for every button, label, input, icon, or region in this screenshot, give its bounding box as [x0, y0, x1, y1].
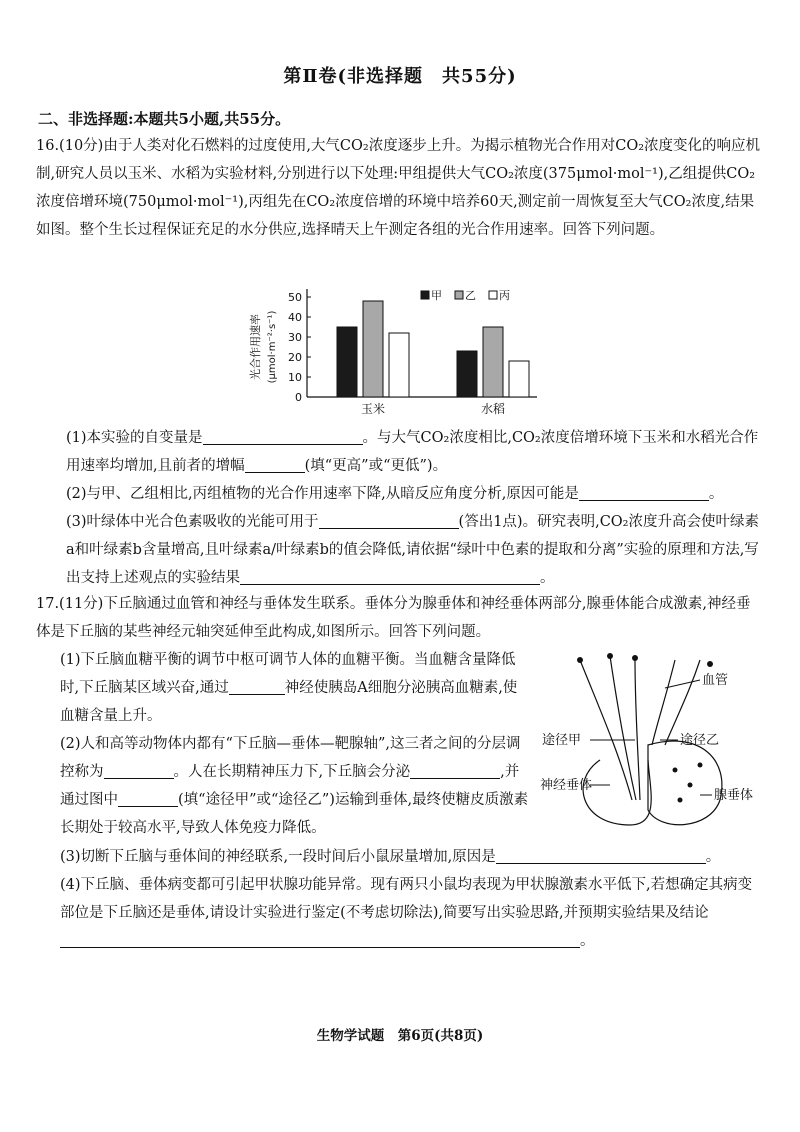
- photosynthesis-bar-chart: [245, 285, 545, 425]
- q16-1-text-a: (1)本实验的自变量是: [66, 430, 203, 446]
- page-footer: 生物学试题 第6页(共8页): [316, 1028, 484, 1044]
- legend-swatch: [489, 291, 497, 299]
- q16-1-text-b: 。与大气CO₂浓度相比,CO₂浓度倍增环境下玉米和水稻光合作用速率均增加,且前者的增幅: [66, 430, 759, 474]
- question-17-part-4: [60, 871, 764, 955]
- y-tick-label: 0: [295, 391, 302, 404]
- q17-4-text-b: 。: [580, 933, 595, 949]
- paper-section-title: 第Ⅱ卷(非选择题 共55分): [283, 66, 517, 87]
- q17-1-text-b: 神经使胰岛A细胞分泌胰高血糖素,使血糖含量上升。: [60, 680, 518, 724]
- question-16-stem: 16.(10分)由于人类对化石燃料的过度使用,大气CO₂浓度逐步上升。为揭示植物光合作用对CO₂浓度变化的响应机制,研究人员以玉米、水稻为实验材料,分别进行以下处理:甲组提供大气CO₂浓度(375μmol·mol⁻¹),乙组提供CO₂浓度倍增环境(750μmol·mol⁻¹),丙组先在CO₂浓度倍增的环境中培养60天,测定前一周恢复至大气CO₂浓度,结果如图。整个生长过程保证充足的水分供应,选择晴天上午测定各组的光合作用速率。回答下列问题。: [36, 138, 761, 238]
- q17-2-text-c: ,并通过图中: [60, 764, 520, 808]
- neurohypophysis-outline: [583, 760, 651, 825]
- q16-3-text-a: (3)叶绿体中光合色素吸收的光能可用于: [66, 514, 319, 530]
- neuron-cell-body: [607, 653, 613, 659]
- q17-3-text-b: 。: [705, 849, 721, 865]
- blood-vessel-wall: [652, 660, 675, 745]
- legend-swatch: [421, 291, 429, 299]
- answer-blank[interactable]: [319, 512, 459, 529]
- adenohypophysis-outline: [648, 741, 722, 825]
- question-16-part-2: [66, 480, 764, 508]
- legend-label: 甲: [431, 289, 442, 302]
- label-path-a: 途径甲: [542, 733, 582, 748]
- label-vessel: 血管: [702, 673, 729, 688]
- neuron-axon: [635, 658, 640, 800]
- q16-2-text-a: (2)与甲、乙组相比,丙组植物的光合作用速率下降,从暗反应角度分析,原因可能是: [66, 486, 579, 502]
- q17-4-text-a: (4)下丘脑、垂体病变都可引起甲状腺功能异常。现有两只小鼠均表现为甲状腺激素水平低下,若想确定其病变部位是下丘脑还是垂体,请设计实验进行鉴定(不考虑切除法),简要写出实验思路,并预期实验结果及结论: [60, 877, 753, 921]
- bar-甲-水稻: [457, 351, 477, 397]
- y-tick-label: 30: [288, 331, 302, 344]
- q16-3-text-b: (答出1点)。研究表明,CO₂浓度升高会使叶绿素a和叶绿素b含量增高,且叶绿素a/叶绿素b的值会降低,请依据“绿叶中色素的提取和分离”实验的原理和方法,写出支持上述观点的实验结果: [66, 514, 759, 586]
- label-path-b: 途径乙: [680, 733, 720, 748]
- answer-blank[interactable]: [104, 762, 174, 779]
- neuron-cell-body: [577, 657, 583, 663]
- legend-swatch: [455, 291, 463, 299]
- hypothalamus-pituitary-diagram: [540, 650, 760, 840]
- y-tick-label: 20: [288, 351, 302, 364]
- q17-1-text-a: (1)下丘脑血糖平衡的调节中枢可调节人体的血糖平衡。当血糖含量降低时,下丘脑某区域兴奋,通过: [60, 652, 516, 696]
- answer-blank[interactable]: [410, 762, 500, 779]
- question-17-part-3: [60, 843, 764, 871]
- bar-乙-水稻: [483, 327, 503, 397]
- q17-2-text-b: 。人在长期精神压力下,下丘脑会分泌: [173, 764, 411, 780]
- question-17-stem: 17.(11分)下丘脑通过血管和神经与垂体发生联系。垂体分为腺垂体和神经垂体两部分,腺垂体能合成激素,神经垂体是下丘脑的某些神经元轴突延伸至此构成,如图所示。回答下列问题。: [36, 596, 751, 640]
- question-17-part-2: [60, 730, 530, 842]
- y-tick-label: 10: [288, 371, 302, 384]
- label-neuro: 神经垂体: [540, 778, 593, 793]
- question-16-part-1: [66, 424, 764, 480]
- section-heading: 二、非选择题:本题共5小题,共55分。: [38, 110, 291, 128]
- q16-3-text-c: 。: [540, 570, 555, 586]
- x-category-label: 水稻: [480, 402, 506, 416]
- q16-1-text-c: (填“更高”或“更低”)。: [304, 458, 448, 474]
- q17-2-text-d: (填“途径甲”或“途径乙”)运输到垂体,最终使糖皮质激素长期处于较高水平,导致人体免疫力降低。: [60, 792, 529, 836]
- gland-cell: [698, 763, 703, 768]
- x-category-label: 玉米: [360, 402, 386, 416]
- y-axis-unit: (μmol·m⁻²·s⁻¹): [267, 310, 278, 384]
- bar-丙-玉米: [389, 333, 409, 397]
- answer-blank[interactable]: [60, 931, 580, 948]
- bar-丙-水稻: [509, 361, 529, 397]
- label-adeno: 腺垂体: [714, 788, 754, 803]
- gland-cell: [678, 798, 683, 803]
- answer-blank[interactable]: [496, 847, 706, 864]
- q16-2-text-b: 。: [708, 486, 724, 502]
- y-tick-label: 40: [288, 311, 302, 324]
- answer-blank[interactable]: [245, 456, 305, 473]
- label-leader: [665, 680, 700, 688]
- neuron-cell-body: [632, 655, 638, 661]
- question-17-part-1: [60, 646, 530, 730]
- answer-blank[interactable]: [229, 678, 285, 695]
- answer-blank[interactable]: [240, 568, 540, 585]
- gland-cell: [688, 783, 693, 788]
- answer-blank[interactable]: [203, 428, 363, 445]
- answer-blank[interactable]: [579, 484, 709, 501]
- q17-2-text-a: (2)人和高等动物体内都有“下丘脑—垂体—靶腺轴”,这三者之间的分层调控称为: [60, 736, 521, 780]
- legend-label: 乙: [465, 289, 476, 302]
- neuron-cell-body: [707, 661, 713, 667]
- gland-cell: [673, 768, 678, 773]
- bar-甲-玉米: [337, 327, 357, 397]
- bar-乙-玉米: [363, 301, 383, 397]
- legend-label: 丙: [499, 289, 510, 302]
- neuron-axon: [610, 656, 636, 800]
- answer-blank[interactable]: [118, 790, 178, 807]
- y-tick-label: 50: [288, 291, 302, 304]
- question-16-part-3: [66, 508, 764, 592]
- y-axis-label: 光合作用速率: [249, 314, 262, 380]
- q17-3-text-a: (3)切断下丘脑与垂体间的神经联系,一段时间后小鼠尿量增加,原因是: [60, 849, 496, 865]
